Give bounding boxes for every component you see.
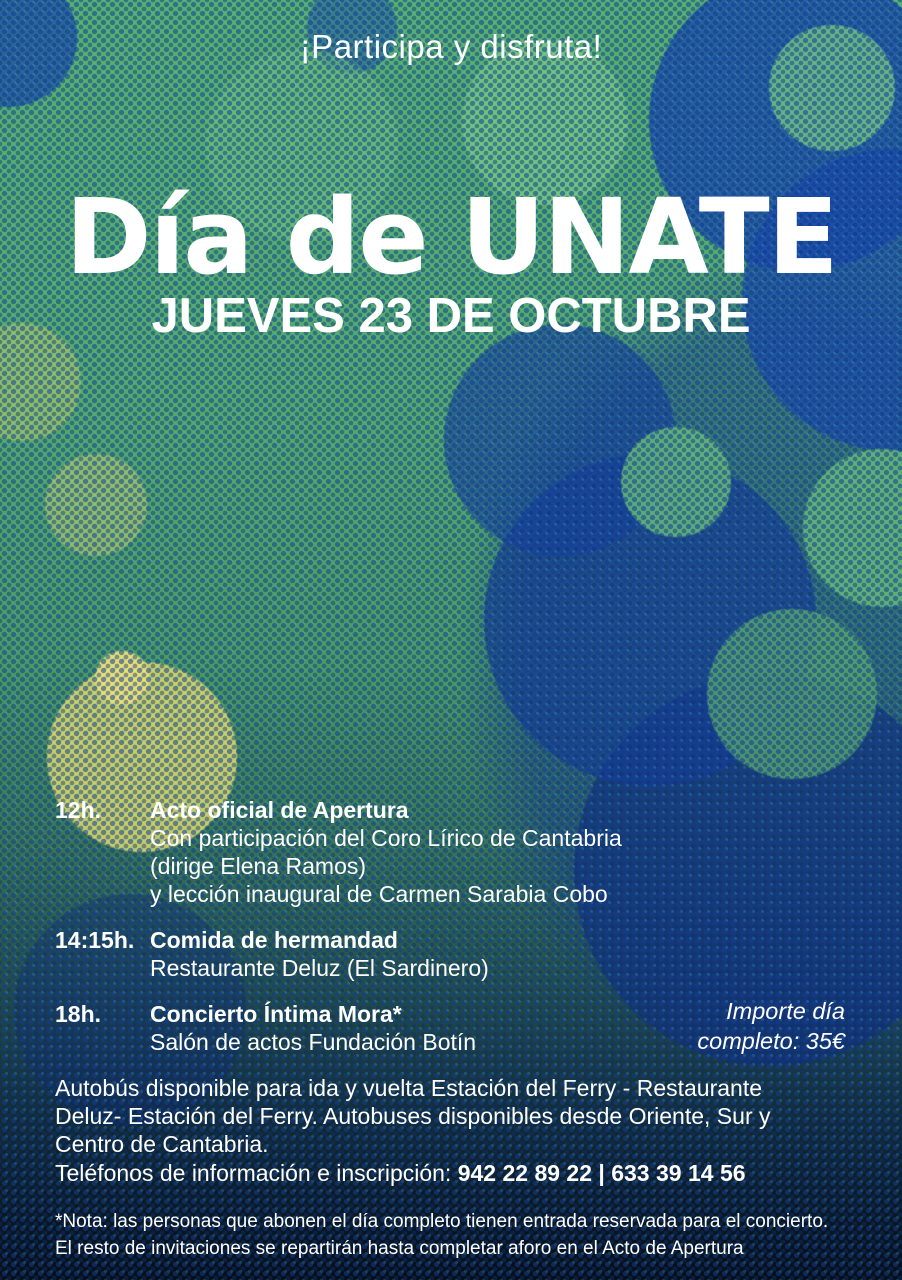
event-detail-line: Con participación del Coro Lírico de Cantabria [150,825,622,851]
phones-label: Teléfonos de información e inscripción: [55,1160,458,1186]
bus-info [55,1074,854,1158]
phone-numbers: 942 22 89 22 | 633 39 14 56 [457,1160,746,1186]
poster-title: Día de UNATE [65,176,837,298]
event-title-line: Comida de hermandad [150,927,398,953]
event-detail-line: Salón de actos Fundación Botín [150,1029,477,1055]
tagline: ¡Participa y disfruta! [299,28,603,65]
bus-info-line: Centro de Cantabria. [55,1131,269,1157]
event-detail-line: (dirige Elena Ramos) [150,853,367,879]
schedule-row [55,926,854,982]
footnote [55,1208,854,1262]
event-title-line: Acto oficial de Apertura [150,797,409,823]
event-detail-line: Restaurante Deluz (El Sardinero) [150,955,489,981]
event-title-line: Concierto Íntima Mora* [150,1001,402,1027]
footnote-line: El resto de invitaciones se repartirán hasta completar aforo en el Acto de Apertura [55,1238,744,1259]
footnote-line: *Nota: las personas que abonen el día completo tienen entrada reservada para el concierto. [55,1211,829,1232]
event-details [150,796,854,908]
schedule-row [55,796,854,908]
time-label: 12h. [55,797,102,823]
event-details [150,926,854,982]
price-note-line: Importe día [726,998,845,1024]
time-label: 18h. [55,1001,102,1027]
price-note [697,996,845,1056]
price-note-line: completo: 35€ [697,1028,845,1054]
event-detail-line: y lección inaugural de Carmen Sarabia Cobo [150,881,608,907]
phones-line [55,1158,854,1188]
bus-info-line: Deluz- Estación del Ferry. Autobuses disponibles desde Oriente, Sur y [55,1103,771,1129]
bus-info-line: Autobús disponible para ida y vuelta Estación del Ferry - Restaurante [55,1075,763,1101]
event-date: JUEVES 23 DE OCTUBRE [151,289,751,343]
time-label: 14:15h. [55,927,135,953]
